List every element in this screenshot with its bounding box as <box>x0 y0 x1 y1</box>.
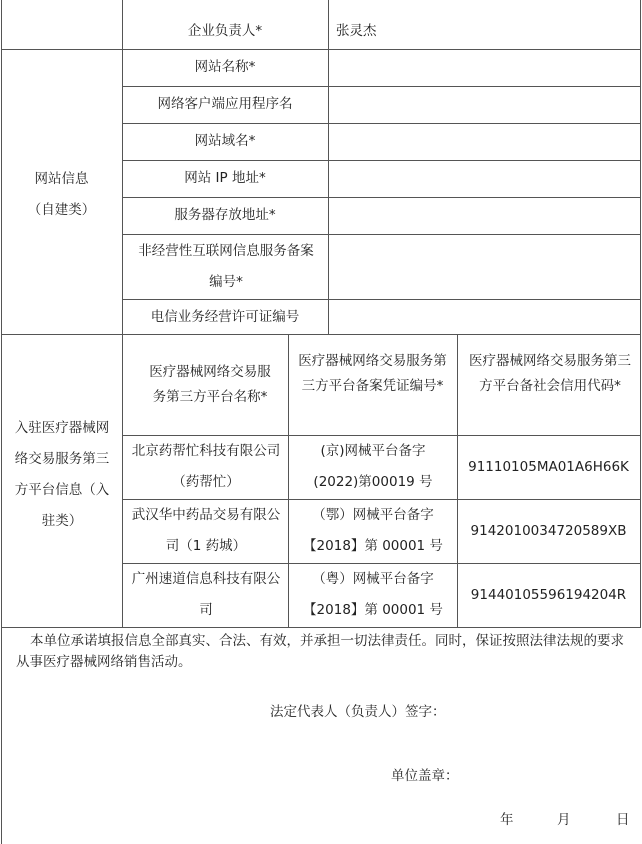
legal-representative-value: 张灵杰 <box>336 23 377 39</box>
platform-row-2-name: 武汉华中药品交易有限公司（1 药城） <box>131 507 281 554</box>
platform-row-1-record: (京)网械平台备字(2022)第00019 号 <box>313 443 433 490</box>
field-client-app-name: 网络客户端应用程序名 <box>157 96 293 112</box>
field-server-address: 服务器存放地址* <box>174 207 276 223</box>
field-website-name: 网站名称* <box>194 59 256 75</box>
platform-row-3-code: 91440105596194204R <box>470 586 627 603</box>
platform-header-name: 医疗器械网络交易服务第三方平台名称* <box>149 363 271 405</box>
platform-row-1-code: 91110105MA01A6H66K <box>468 458 629 475</box>
website-section-title-main: 网站信息 <box>34 171 89 187</box>
date-day-label: 日 <box>616 812 630 828</box>
date-month-label: 月 <box>557 812 571 828</box>
website-section-title <box>1 160 122 230</box>
platform-row-2-code: 9142010034720589XB <box>470 522 627 539</box>
seal-label: 单位盖章： <box>391 768 459 784</box>
legal-representative-label: 企业负责人* <box>187 23 263 39</box>
signature-label: 法定代表人（负责人）签字： <box>270 704 446 720</box>
field-domain: 网站域名* <box>194 133 256 149</box>
declaration-text: 本单位承诺填报信息全部真实、合法、有效，并承担一切法律责任。同时，保证按照法律法规的要求从事医疗器械网络销售活动。 <box>16 633 624 670</box>
field-ip-address: 网站 IP 地址* <box>184 170 266 186</box>
platform-row-2-record: （鄂）网械平台备字【2018】第 00001 号 <box>303 507 443 554</box>
website-section-title-sub: （自建类） <box>27 202 96 218</box>
platform-section-title: 入驻医疗器械网络交易服务第三方平台信息（入驻类） <box>14 420 110 529</box>
date-year-label: 年 <box>500 812 514 828</box>
platform-header-credit-code: 医疗器械网络交易服务第三方平台备社会信用代码* <box>469 353 631 394</box>
platform-row-1-name: 北京药帮忙科技有限公司（药帮忙） <box>131 443 281 490</box>
field-icp-record-number: 非经营性互联网信息服务备案编号* <box>138 242 314 290</box>
platform-row-3-name: 广州速道信息科技有限公司 <box>131 571 281 618</box>
field-telecom-license: 电信业务经营许可证编号 <box>150 308 300 325</box>
platform-header-record-number: 医疗器械网络交易服务第三方平台备案凭证编号* <box>298 353 447 394</box>
platform-row-3-record: （粤）网械平台备字【2018】第 00001 号 <box>303 571 443 618</box>
